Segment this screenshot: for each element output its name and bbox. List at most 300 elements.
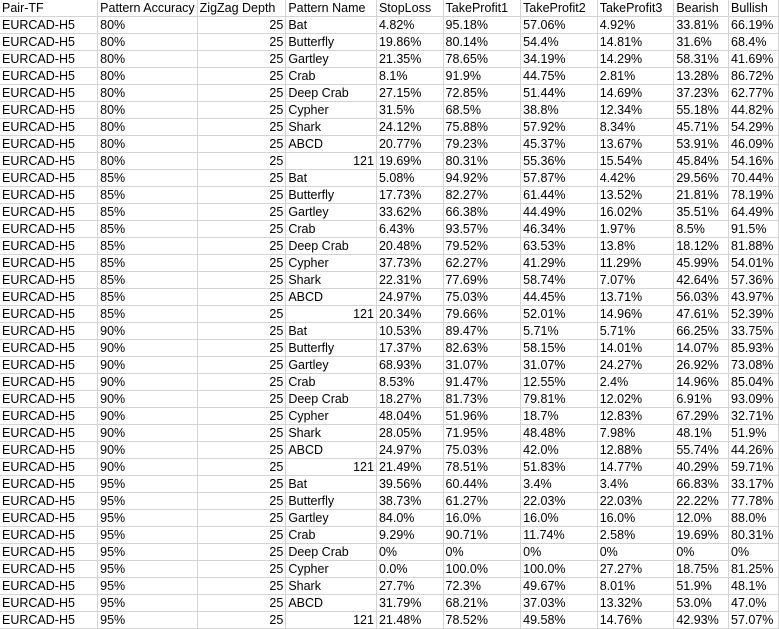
table-cell[interactable]: 14.69% [597, 85, 674, 102]
table-cell[interactable]: Bat [286, 476, 377, 493]
table-cell[interactable]: EURCAD-H5 [0, 476, 98, 493]
table-cell[interactable]: 10.53% [376, 323, 443, 340]
table-cell[interactable]: 49.58% [521, 612, 598, 629]
table-cell[interactable]: 57.07% [729, 612, 779, 629]
table-cell[interactable]: 68.4% [729, 34, 779, 51]
table-cell[interactable]: 24.12% [376, 119, 443, 136]
table-cell[interactable]: 90% [98, 374, 198, 391]
table-cell[interactable]: 121 [286, 306, 377, 323]
table-cell[interactable]: 3.4% [521, 476, 598, 493]
table-cell[interactable]: 42.0% [521, 442, 598, 459]
table-cell[interactable]: EURCAD-H5 [0, 136, 98, 153]
table-cell[interactable]: 1.97% [597, 221, 674, 238]
table-cell[interactable]: 90% [98, 340, 198, 357]
table-cell[interactable]: 14.01% [597, 340, 674, 357]
table-cell[interactable]: 121 [286, 612, 377, 629]
table-cell[interactable]: 14.96% [674, 374, 729, 391]
table-cell[interactable]: 25 [197, 612, 286, 629]
table-cell[interactable]: EURCAD-H5 [0, 561, 98, 578]
table-cell[interactable]: EURCAD-H5 [0, 357, 98, 374]
table-cell[interactable]: 24.97% [376, 442, 443, 459]
table-cell[interactable]: 55.74% [674, 442, 729, 459]
table-cell[interactable]: 20.34% [376, 306, 443, 323]
table-cell[interactable]: 90% [98, 323, 198, 340]
table-cell[interactable]: 121 [286, 459, 377, 476]
table-cell[interactable]: 27.15% [376, 85, 443, 102]
table-cell[interactable]: 44.45% [521, 289, 598, 306]
table-cell[interactable]: 62.77% [729, 85, 779, 102]
table-cell[interactable]: 44.49% [521, 204, 598, 221]
table-cell[interactable]: EURCAD-H5 [0, 391, 98, 408]
table-cell[interactable]: 38.8% [521, 102, 598, 119]
table-cell[interactable]: 64.49% [729, 204, 779, 221]
table-cell[interactable]: 72.3% [443, 578, 521, 595]
table-cell[interactable]: 48.48% [521, 425, 598, 442]
table-cell[interactable]: 31.07% [443, 357, 521, 374]
table-cell[interactable]: Butterfly [286, 493, 377, 510]
table-cell[interactable]: 25 [197, 153, 286, 170]
table-cell[interactable]: 18.7% [521, 408, 598, 425]
table-cell[interactable]: 20.48% [376, 238, 443, 255]
table-cell[interactable]: 2.58% [597, 527, 674, 544]
table-cell[interactable]: 95% [98, 527, 198, 544]
table-cell[interactable]: 48.1% [674, 425, 729, 442]
table-cell[interactable]: 9.29% [376, 527, 443, 544]
table-cell[interactable]: 4.92% [597, 17, 674, 34]
table-cell[interactable]: 35.51% [674, 204, 729, 221]
table-cell[interactable]: 0% [521, 544, 598, 561]
table-cell[interactable]: EURCAD-H5 [0, 68, 98, 85]
table-cell[interactable]: 51.83% [521, 459, 598, 476]
header-cell[interactable]: StopLoss [376, 0, 443, 17]
table-cell[interactable]: 14.29% [597, 51, 674, 68]
table-cell[interactable]: 85% [98, 255, 198, 272]
table-cell[interactable]: 6.91% [674, 391, 729, 408]
table-cell[interactable]: EURCAD-H5 [0, 34, 98, 51]
table-cell[interactable]: 0% [674, 544, 729, 561]
table-cell[interactable]: 25 [197, 442, 286, 459]
table-cell[interactable]: 25 [197, 527, 286, 544]
table-cell[interactable]: 21.49% [376, 459, 443, 476]
table-cell[interactable]: 39.56% [376, 476, 443, 493]
table-cell[interactable]: 25 [197, 255, 286, 272]
table-cell[interactable]: 77.69% [443, 272, 521, 289]
header-cell[interactable]: TakeProfit1 [443, 0, 521, 17]
table-cell[interactable]: 14.81% [597, 34, 674, 51]
table-cell[interactable]: 25 [197, 68, 286, 85]
table-cell[interactable]: 16.0% [443, 510, 521, 527]
table-cell[interactable]: 81.88% [729, 238, 779, 255]
table-cell[interactable]: 60.44% [443, 476, 521, 493]
table-cell[interactable]: Deep Crab [286, 544, 377, 561]
table-cell[interactable]: 22.03% [597, 493, 674, 510]
table-cell[interactable]: Shark [286, 578, 377, 595]
table-cell[interactable]: 85% [98, 170, 198, 187]
table-cell[interactable]: 45.37% [521, 136, 598, 153]
table-cell[interactable]: 62.27% [443, 255, 521, 272]
table-cell[interactable]: 57.06% [521, 17, 598, 34]
table-cell[interactable]: 7.98% [597, 425, 674, 442]
table-cell[interactable]: 26.92% [674, 357, 729, 374]
table-cell[interactable]: EURCAD-H5 [0, 17, 98, 34]
table-cell[interactable]: 54.16% [729, 153, 779, 170]
table-cell[interactable]: 44.82% [729, 102, 779, 119]
table-cell[interactable]: 66.38% [443, 204, 521, 221]
table-cell[interactable]: 57.92% [521, 119, 598, 136]
table-cell[interactable]: 25 [197, 17, 286, 34]
table-cell[interactable]: 18.75% [674, 561, 729, 578]
table-cell[interactable]: EURCAD-H5 [0, 510, 98, 527]
table-cell[interactable]: 31.07% [521, 357, 598, 374]
table-cell[interactable]: 0% [376, 544, 443, 561]
table-cell[interactable]: 44.26% [729, 442, 779, 459]
table-cell[interactable]: 48.1% [729, 578, 779, 595]
table-cell[interactable]: 85.93% [729, 340, 779, 357]
table-cell[interactable]: 25 [197, 459, 286, 476]
table-cell[interactable]: 5.71% [521, 323, 598, 340]
table-cell[interactable]: 21.81% [674, 187, 729, 204]
table-cell[interactable]: 68.93% [376, 357, 443, 374]
table-cell[interactable]: 25 [197, 85, 286, 102]
table-cell[interactable]: 5.71% [597, 323, 674, 340]
table-cell[interactable]: EURCAD-H5 [0, 544, 98, 561]
table-cell[interactable]: 8.53% [376, 374, 443, 391]
table-cell[interactable]: EURCAD-H5 [0, 119, 98, 136]
table-cell[interactable]: 12.88% [597, 442, 674, 459]
table-cell[interactable]: 25 [197, 238, 286, 255]
table-cell[interactable]: Crab [286, 68, 377, 85]
table-cell[interactable]: 91.47% [443, 374, 521, 391]
table-cell[interactable]: Shark [286, 272, 377, 289]
table-cell[interactable]: 54.4% [521, 34, 598, 51]
table-cell[interactable]: 25 [197, 34, 286, 51]
table-cell[interactable]: 53.0% [674, 595, 729, 612]
table-cell[interactable]: 85.04% [729, 374, 779, 391]
table-cell[interactable]: 19.86% [376, 34, 443, 51]
table-cell[interactable]: 47.0% [729, 595, 779, 612]
table-cell[interactable]: 19.69% [674, 527, 729, 544]
table-cell[interactable]: 0.0% [376, 561, 443, 578]
table-cell[interactable]: EURCAD-H5 [0, 612, 98, 629]
table-cell[interactable]: Cypher [286, 408, 377, 425]
table-cell[interactable]: 70.44% [729, 170, 779, 187]
table-cell[interactable]: 13.8% [597, 238, 674, 255]
table-cell[interactable]: 0% [729, 544, 779, 561]
table-cell[interactable]: 33.81% [674, 17, 729, 34]
table-cell[interactable]: EURCAD-H5 [0, 238, 98, 255]
table-cell[interactable]: Deep Crab [286, 391, 377, 408]
table-cell[interactable]: 8.5% [674, 221, 729, 238]
table-cell[interactable]: 25 [197, 374, 286, 391]
table-cell[interactable]: EURCAD-H5 [0, 408, 98, 425]
table-cell[interactable]: EURCAD-H5 [0, 187, 98, 204]
table-cell[interactable]: 37.03% [521, 595, 598, 612]
table-cell[interactable]: 16.02% [597, 204, 674, 221]
table-cell[interactable]: 78.52% [443, 612, 521, 629]
table-cell[interactable]: 79.66% [443, 306, 521, 323]
table-cell[interactable]: ABCD [286, 289, 377, 306]
table-cell[interactable]: Crab [286, 221, 377, 238]
table-cell[interactable]: 88.0% [729, 510, 779, 527]
table-cell[interactable]: 93.09% [729, 391, 779, 408]
table-cell[interactable]: 20.77% [376, 136, 443, 153]
table-cell[interactable]: 100.0% [443, 561, 521, 578]
table-cell[interactable]: 25 [197, 119, 286, 136]
table-cell[interactable]: Cypher [286, 255, 377, 272]
table-cell[interactable]: EURCAD-H5 [0, 85, 98, 102]
table-cell[interactable]: 55.18% [674, 102, 729, 119]
table-cell[interactable]: 25 [197, 323, 286, 340]
table-cell[interactable]: 42.64% [674, 272, 729, 289]
table-cell[interactable]: 0% [443, 544, 521, 561]
table-cell[interactable]: 56.03% [674, 289, 729, 306]
table-cell[interactable]: 57.87% [521, 170, 598, 187]
table-cell[interactable]: 61.44% [521, 187, 598, 204]
table-cell[interactable]: 13.32% [597, 595, 674, 612]
table-cell[interactable]: 66.83% [674, 476, 729, 493]
table-cell[interactable]: 80.14% [443, 34, 521, 51]
table-cell[interactable]: 84.0% [376, 510, 443, 527]
table-cell[interactable]: EURCAD-H5 [0, 272, 98, 289]
table-cell[interactable]: 11.74% [521, 527, 598, 544]
table-cell[interactable]: 77.78% [729, 493, 779, 510]
table-cell[interactable]: 25 [197, 102, 286, 119]
table-cell[interactable]: 25 [197, 204, 286, 221]
table-cell[interactable]: 25 [197, 187, 286, 204]
table-cell[interactable]: Butterfly [286, 340, 377, 357]
table-cell[interactable]: 8.34% [597, 119, 674, 136]
table-cell[interactable]: 57.36% [729, 272, 779, 289]
table-cell[interactable]: 22.31% [376, 272, 443, 289]
table-cell[interactable]: 25 [197, 272, 286, 289]
table-cell[interactable]: 54.29% [729, 119, 779, 136]
table-cell[interactable]: 80% [98, 85, 198, 102]
table-cell[interactable]: 95% [98, 510, 198, 527]
table-cell[interactable]: 38.73% [376, 493, 443, 510]
table-cell[interactable]: EURCAD-H5 [0, 595, 98, 612]
table-cell[interactable]: 13.28% [674, 68, 729, 85]
table-cell[interactable]: 45.99% [674, 255, 729, 272]
table-cell[interactable]: 90% [98, 442, 198, 459]
header-cell[interactable]: Bearish [674, 0, 729, 17]
table-cell[interactable]: 12.02% [597, 391, 674, 408]
table-cell[interactable]: EURCAD-H5 [0, 170, 98, 187]
table-cell[interactable]: Deep Crab [286, 85, 377, 102]
table-cell[interactable]: Bat [286, 323, 377, 340]
table-cell[interactable]: 63.53% [521, 238, 598, 255]
table-cell[interactable]: 41.69% [729, 51, 779, 68]
table-cell[interactable]: 42.93% [674, 612, 729, 629]
table-cell[interactable]: 17.37% [376, 340, 443, 357]
table-cell[interactable]: 25 [197, 306, 286, 323]
table-cell[interactable]: EURCAD-H5 [0, 493, 98, 510]
table-cell[interactable]: 93.57% [443, 221, 521, 238]
table-cell[interactable]: 95% [98, 493, 198, 510]
table-cell[interactable]: 5.08% [376, 170, 443, 187]
table-cell[interactable]: Shark [286, 119, 377, 136]
table-cell[interactable]: 61.27% [443, 493, 521, 510]
table-cell[interactable]: 51.9% [729, 425, 779, 442]
header-cell[interactable]: Bullish [729, 0, 779, 17]
table-cell[interactable]: 52.01% [521, 306, 598, 323]
table-cell[interactable]: 68.21% [443, 595, 521, 612]
table-cell[interactable]: 25 [197, 221, 286, 238]
table-cell[interactable]: 51.9% [674, 578, 729, 595]
table-cell[interactable]: 8.1% [376, 68, 443, 85]
table-cell[interactable]: 47.61% [674, 306, 729, 323]
table-cell[interactable]: 86.72% [729, 68, 779, 85]
table-cell[interactable]: 95% [98, 595, 198, 612]
table-cell[interactable]: Shark [286, 425, 377, 442]
table-cell[interactable]: 90.71% [443, 527, 521, 544]
table-cell[interactable]: EURCAD-H5 [0, 578, 98, 595]
table-cell[interactable]: Deep Crab [286, 238, 377, 255]
table-cell[interactable]: 13.67% [597, 136, 674, 153]
table-cell[interactable]: Bat [286, 17, 377, 34]
table-cell[interactable]: 16.0% [521, 510, 598, 527]
table-cell[interactable]: 14.76% [597, 612, 674, 629]
table-cell[interactable]: 90% [98, 357, 198, 374]
table-cell[interactable]: 78.65% [443, 51, 521, 68]
table-cell[interactable]: 53.91% [674, 136, 729, 153]
table-cell[interactable]: 85% [98, 306, 198, 323]
table-cell[interactable]: 25 [197, 425, 286, 442]
table-cell[interactable]: 6.43% [376, 221, 443, 238]
table-cell[interactable]: 19.69% [376, 153, 443, 170]
table-cell[interactable]: 81.25% [729, 561, 779, 578]
table-cell[interactable]: 95% [98, 476, 198, 493]
table-cell[interactable]: 4.82% [376, 17, 443, 34]
table-cell[interactable]: 4.42% [597, 170, 674, 187]
header-cell[interactable]: Pattern Accuracy [98, 0, 198, 17]
table-cell[interactable]: 43.97% [729, 289, 779, 306]
table-cell[interactable]: 80% [98, 136, 198, 153]
table-cell[interactable]: 82.27% [443, 187, 521, 204]
table-cell[interactable]: 95% [98, 612, 198, 629]
table-cell[interactable]: EURCAD-H5 [0, 527, 98, 544]
table-cell[interactable]: 12.0% [674, 510, 729, 527]
table-cell[interactable]: 7.07% [597, 272, 674, 289]
table-cell[interactable]: 85% [98, 221, 198, 238]
table-cell[interactable]: 58.74% [521, 272, 598, 289]
table-cell[interactable]: ABCD [286, 136, 377, 153]
table-cell[interactable]: 94.92% [443, 170, 521, 187]
table-cell[interactable]: 90% [98, 408, 198, 425]
table-cell[interactable]: 46.09% [729, 136, 779, 153]
table-cell[interactable]: 28.05% [376, 425, 443, 442]
table-cell[interactable]: 24.27% [597, 357, 674, 374]
table-cell[interactable]: 67.29% [674, 408, 729, 425]
table-cell[interactable]: 80% [98, 153, 198, 170]
table-cell[interactable]: 59.71% [729, 459, 779, 476]
table-cell[interactable]: 58.15% [521, 340, 598, 357]
table-cell[interactable]: 91.5% [729, 221, 779, 238]
table-cell[interactable]: 24.97% [376, 289, 443, 306]
table-cell[interactable]: 80% [98, 51, 198, 68]
table-cell[interactable]: 33.62% [376, 204, 443, 221]
table-cell[interactable]: Butterfly [286, 187, 377, 204]
table-cell[interactable]: Cypher [286, 561, 377, 578]
table-cell[interactable]: Crab [286, 374, 377, 391]
table-cell[interactable]: 14.07% [674, 340, 729, 357]
table-cell[interactable]: 33.17% [729, 476, 779, 493]
table-cell[interactable]: 82.63% [443, 340, 521, 357]
table-cell[interactable]: 85% [98, 272, 198, 289]
table-cell[interactable]: 73.08% [729, 357, 779, 374]
table-cell[interactable]: 95% [98, 578, 198, 595]
table-cell[interactable]: EURCAD-H5 [0, 153, 98, 170]
table-cell[interactable]: 46.34% [521, 221, 598, 238]
table-cell[interactable]: 95.18% [443, 17, 521, 34]
table-cell[interactable]: 2.81% [597, 68, 674, 85]
table-cell[interactable]: 14.77% [597, 459, 674, 476]
table-cell[interactable]: EURCAD-H5 [0, 306, 98, 323]
table-cell[interactable]: 27.27% [597, 561, 674, 578]
table-cell[interactable]: 25 [197, 51, 286, 68]
header-cell[interactable]: ZigZag Depth [197, 0, 286, 17]
table-cell[interactable]: 11.29% [597, 255, 674, 272]
table-cell[interactable]: 85% [98, 204, 198, 221]
table-cell[interactable]: Crab [286, 527, 377, 544]
table-cell[interactable]: 95% [98, 544, 198, 561]
table-cell[interactable]: 80% [98, 34, 198, 51]
table-cell[interactable]: 21.48% [376, 612, 443, 629]
table-cell[interactable]: 25 [197, 357, 286, 374]
table-cell[interactable]: 25 [197, 476, 286, 493]
table-cell[interactable]: 79.23% [443, 136, 521, 153]
table-cell[interactable]: Bat [286, 170, 377, 187]
table-cell[interactable]: 29.56% [674, 170, 729, 187]
header-cell[interactable]: TakeProfit2 [521, 0, 598, 17]
table-cell[interactable]: 33.75% [729, 323, 779, 340]
table-cell[interactable]: EURCAD-H5 [0, 323, 98, 340]
table-cell[interactable]: 27.7% [376, 578, 443, 595]
table-cell[interactable]: 91.9% [443, 68, 521, 85]
table-cell[interactable]: 85% [98, 187, 198, 204]
table-cell[interactable]: Gartley [286, 204, 377, 221]
table-cell[interactable]: 18.27% [376, 391, 443, 408]
table-cell[interactable]: 18.12% [674, 238, 729, 255]
table-cell[interactable]: EURCAD-H5 [0, 340, 98, 357]
table-cell[interactable]: 80% [98, 119, 198, 136]
table-cell[interactable]: 13.52% [597, 187, 674, 204]
table-cell[interactable]: ABCD [286, 595, 377, 612]
table-cell[interactable]: EURCAD-H5 [0, 255, 98, 272]
table-cell[interactable]: 25 [197, 493, 286, 510]
table-cell[interactable]: 58.31% [674, 51, 729, 68]
table-cell[interactable]: 25 [197, 408, 286, 425]
table-cell[interactable]: 121 [286, 153, 377, 170]
table-cell[interactable]: 12.34% [597, 102, 674, 119]
table-cell[interactable]: 54.01% [729, 255, 779, 272]
table-cell[interactable]: 72.85% [443, 85, 521, 102]
table-cell[interactable]: 51.44% [521, 85, 598, 102]
table-cell[interactable]: 12.83% [597, 408, 674, 425]
table-cell[interactable]: EURCAD-H5 [0, 374, 98, 391]
table-cell[interactable]: 25 [197, 561, 286, 578]
table-cell[interactable]: 13.71% [597, 289, 674, 306]
table-cell[interactable]: 80% [98, 102, 198, 119]
table-cell[interactable]: EURCAD-H5 [0, 102, 98, 119]
table-cell[interactable]: 32.71% [729, 408, 779, 425]
table-cell[interactable]: 25 [197, 544, 286, 561]
table-cell[interactable]: 25 [197, 289, 286, 306]
table-cell[interactable]: EURCAD-H5 [0, 221, 98, 238]
table-cell[interactable]: Cypher [286, 102, 377, 119]
table-cell[interactable]: 66.25% [674, 323, 729, 340]
table-cell[interactable]: 90% [98, 459, 198, 476]
table-cell[interactable]: 3.4% [597, 476, 674, 493]
